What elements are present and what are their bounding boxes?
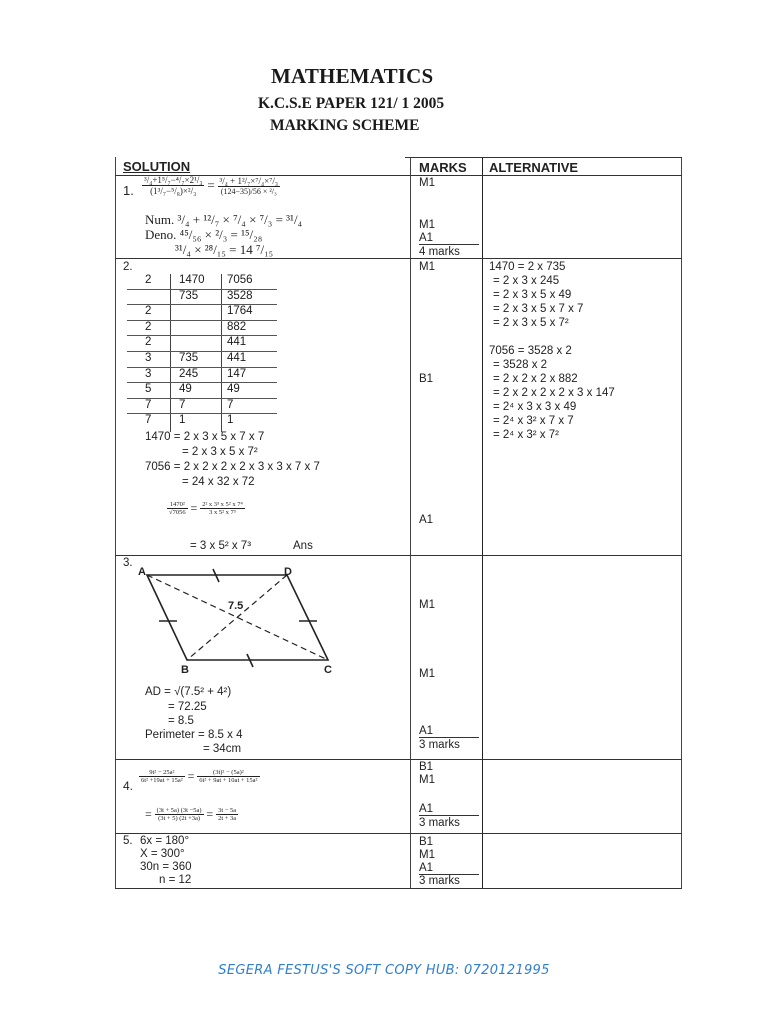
alternative-line: = 2 x 3 x 5 x 49	[493, 289, 572, 301]
mark-b1: B1	[419, 761, 434, 773]
mark-a1: A1	[419, 232, 479, 245]
alternative-line: = 2⁴ x 3² x 7²	[493, 429, 559, 441]
value-7056: 7	[227, 398, 234, 411]
factor-table-divider	[170, 274, 171, 432]
q1-result: ³¹/₄ × ²⁸/₁₅ = 14 ⁷/₁₅	[175, 242, 274, 257]
value-7056: 3528	[227, 289, 253, 302]
alternative-line: = 2 x 3 x 245	[493, 275, 560, 287]
mark-b1: B1	[419, 836, 434, 848]
row-divider-q4	[115, 833, 682, 834]
ratio-denominator: √7056	[169, 509, 186, 516]
mark-m1: M1	[419, 668, 435, 680]
ratio-rhs-numerator: 2² x 3³ x 5² x 7⁴	[202, 501, 243, 508]
q2-working-line: 7056 = 2 x 2 x 2 x 2 x 3 x 3 x 7 x 7	[145, 461, 320, 473]
mark-total: 4 marks	[419, 246, 460, 258]
value-1470: 245	[179, 367, 199, 380]
mark-m1: M1	[419, 261, 435, 273]
table-border-right	[681, 157, 682, 889]
mark-total: 3 marks	[419, 875, 460, 887]
alternative-line: = 2 x 2 x 2 x 882	[493, 373, 578, 385]
q3-working-line: = 72.25	[168, 701, 207, 713]
mark-m1: M1	[419, 849, 435, 861]
q5-working-line: 6x = 180°	[140, 835, 190, 847]
value-7056: 147	[227, 367, 247, 380]
parallelogram-diagram	[135, 565, 345, 675]
question-number: 3.	[123, 557, 133, 569]
divisor: 7	[145, 414, 152, 427]
value-1470: 735	[179, 289, 199, 302]
table-border-top	[405, 157, 682, 158]
marking-scheme-table	[115, 157, 683, 889]
factor-table-divider	[221, 274, 222, 432]
q4-lhs-denominator: 6t² +19at + 15a²	[141, 777, 183, 784]
q4-simplified-denominator: 2t + 3a	[218, 815, 237, 822]
value-1470: 735	[179, 351, 199, 364]
q5-working-line: n = 12	[159, 874, 192, 886]
q3-working-line: = 8.5	[168, 715, 194, 727]
equals-sign: =	[206, 807, 214, 821]
value-7056: 1764	[227, 305, 253, 318]
row-divider-q3	[115, 759, 682, 760]
column-header-marks: MARKS	[419, 160, 467, 175]
mark-a1: A1	[419, 803, 479, 816]
table-border-left	[115, 157, 116, 889]
q4-line-1	[139, 769, 260, 784]
mark-m1: M1	[419, 599, 435, 611]
alternative-line: 7056 = 3528 x 2	[489, 345, 572, 357]
q2-working-line: = 24 x 32 x 72	[182, 476, 255, 488]
divisor: 2	[145, 320, 152, 333]
alternative-line: = 2 x 3 x 5 x 7²	[493, 317, 569, 329]
q1-denominator-working	[145, 227, 262, 243]
column-divider-solution	[410, 157, 411, 889]
alternative-line: = 2⁴ x 3² x 7 x 7	[493, 415, 574, 427]
q5-working-line: 30n = 360	[140, 861, 192, 873]
mark-m1: M1	[419, 219, 435, 231]
divisor: 2	[145, 336, 152, 349]
numerator-label: Num.	[145, 212, 175, 227]
mark-b1: B1	[419, 373, 434, 385]
value-7056: 441	[227, 351, 247, 364]
q1-expression	[142, 175, 280, 196]
denominator-expression: ⁴⁵/₅₆ × ²/₃ = ¹⁵/₂₈	[179, 227, 263, 242]
q1-lhs-denominator: (1³/₇−⁵/₈)×²/₃	[150, 186, 197, 196]
row-divider-q2	[115, 555, 682, 556]
mark-total: 3 marks	[419, 817, 460, 829]
column-header-alternative: ALTERNATIVE	[489, 160, 579, 175]
value-1470: 49	[179, 383, 192, 396]
q4-rhs-numerator: (3t)² − (5a)²	[197, 769, 259, 777]
q4-factored-numerator: (3t + 5a) (3t −5a)	[156, 807, 202, 814]
q2-answer: = 3 x 5² x 7³	[190, 540, 252, 552]
value-1470: 1	[179, 414, 186, 427]
row-line	[127, 289, 277, 290]
equals-sign: =	[187, 769, 195, 783]
value-7056: 882	[227, 320, 247, 333]
value-7056: 1	[227, 414, 234, 427]
mark-a1: A1	[419, 862, 479, 875]
q5-working-line: X = 300°	[140, 848, 185, 860]
document-type: MARKING SCHEME	[270, 117, 420, 134]
q1-rhs-numerator: ³/₄ + 1²/₇×⁷/₄×⁷/₃	[219, 175, 278, 186]
q2-working-line: 1470 = 2 x 3 x 5 x 7 x 7	[145, 431, 265, 443]
mark-a1: A1	[419, 514, 434, 526]
q1-numerator-working	[145, 212, 302, 228]
mark-m1: M1	[419, 774, 435, 786]
question-number: 1.	[123, 183, 134, 198]
vertex-c-label: C	[324, 664, 332, 675]
divisor: 2	[145, 305, 152, 318]
mark-a1: A1	[419, 725, 479, 738]
mark-m1: M1	[419, 177, 435, 189]
footer-credit: SEGERA FESTUS'S SOFT COPY HUB: 0720121995	[218, 963, 550, 978]
alternative-line: 1470 = 2 x 735	[489, 261, 566, 273]
q4-rhs-denominator: 6t² + 9at + 10at + 15a²	[199, 777, 258, 784]
divisor: 5	[145, 383, 152, 396]
vertex-a-label: A	[138, 566, 146, 578]
value-1470: 1470	[179, 274, 205, 286]
numerator-expression: ³/₄ + ¹²/₇ × ⁷/₄ × ⁷/₃ = ³¹/₄	[177, 212, 303, 227]
value-1470: 7	[179, 398, 186, 411]
mark-total: 3 marks	[419, 739, 460, 751]
vertex-b-label: B	[181, 664, 189, 675]
divisor: 2	[145, 274, 152, 286]
q2-ratio-expression: $\frac{\text{1470²}}{√7056}$ = $\frac{\text{2² x 3³ x 5² x 7⁴}}{\text{3 x 5² x 7³}}$	[169, 501, 243, 516]
q3-working-line: Perimeter = 8.5 x 4	[145, 729, 243, 741]
value-7056: 7056	[227, 274, 253, 286]
answer-label: Ans	[293, 540, 313, 552]
q4-factored-denominator: (3t + 5) (2t +3a)	[158, 815, 201, 822]
diagonal-length-label: 7.5	[228, 600, 244, 612]
equals-sign: =	[145, 807, 152, 821]
divisor: 3	[145, 351, 152, 364]
divisor: 3	[145, 367, 152, 380]
question-number: 4.	[123, 779, 134, 793]
value-7056: 49	[227, 383, 240, 396]
q3-working-line: AD = √(7.5² + 4²)	[145, 686, 232, 698]
vertex-d-label: D	[284, 566, 292, 578]
column-divider-marks	[482, 157, 483, 889]
alternative-line: = 2 x 2 x 2 x 2 x 3 x 147	[493, 387, 615, 399]
divisor: 7	[145, 398, 152, 411]
alternative-line: = 2⁴ x 3 x 3 x 49	[493, 401, 577, 413]
q4-line-2	[145, 807, 238, 822]
row-divider-q1	[115, 258, 682, 259]
q4-simplified-numerator: 3t − 5a	[218, 807, 237, 814]
ratio-rhs-denominator: 3 x 5² x 7³	[209, 509, 236, 516]
question-number: 2.	[123, 261, 133, 273]
table-border-bottom	[115, 888, 682, 889]
q4-lhs-numerator: 9t² − 25a²	[139, 769, 185, 777]
ratio-numerator: 1470²	[167, 501, 188, 509]
q2-working-line: = 2 x 3 x 5 x 7²	[182, 446, 258, 458]
value-7056: 441	[227, 336, 247, 349]
denominator-label: Deno.	[145, 227, 177, 242]
column-header-solution: SOLUTION	[123, 159, 191, 174]
alternative-line: = 2 x 3 x 5 x 7 x 7	[493, 303, 584, 315]
paper-code: K.C.S.E PAPER 121/ 1 2005	[258, 95, 445, 112]
q1-lhs-numerator: ³/₄+1⁵/₇−⁴/₇×2¹/₃	[144, 175, 203, 185]
equals-sign: =	[207, 177, 215, 193]
q1-rhs-denominator: (124−35)/56 × ²/₃	[220, 186, 277, 196]
alternative-line: = 3528 x 2	[493, 359, 548, 371]
q3-working-line: = 34cm	[203, 743, 242, 755]
document-title: MATHEMATICS	[271, 64, 434, 88]
question-number: 5.	[123, 835, 133, 847]
